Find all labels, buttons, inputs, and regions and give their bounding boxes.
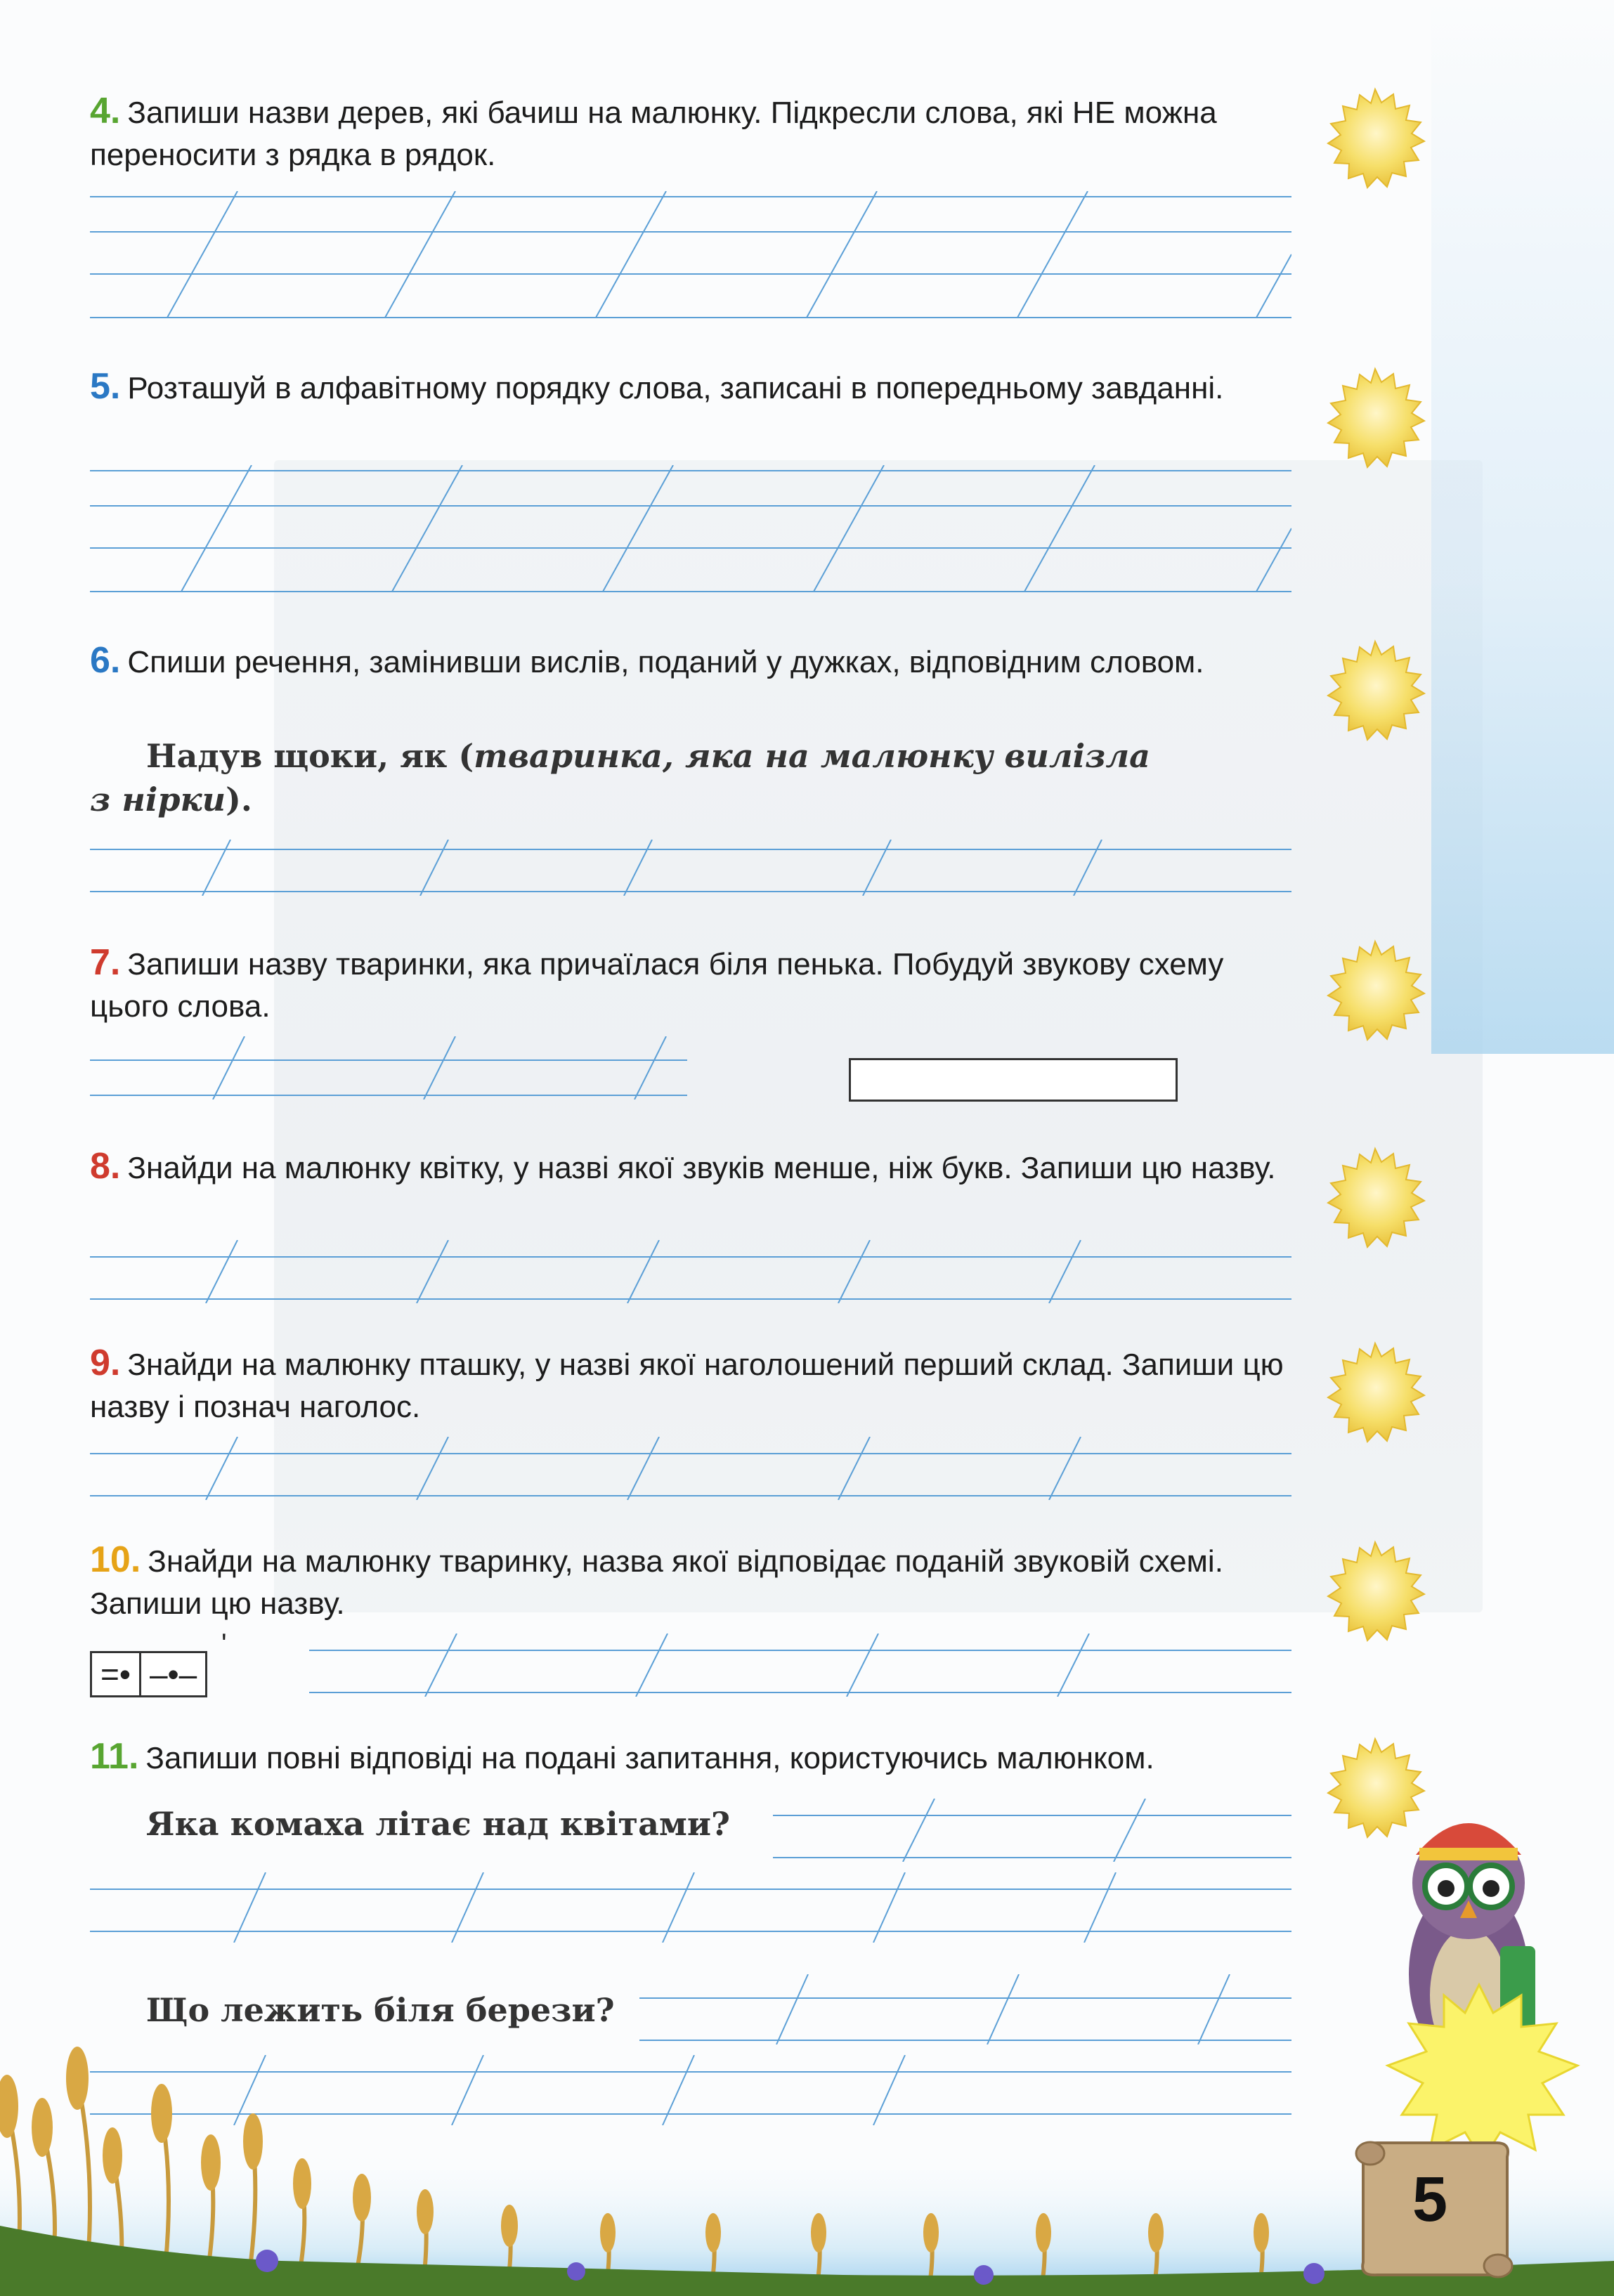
task-number: 7. [90, 942, 121, 983]
task-number: 10. [90, 1539, 141, 1580]
task-text: Запиши повні відповіді на подані запитання, користуючись малюнком. [145, 1741, 1154, 1775]
task-number: 11. [90, 1736, 139, 1777]
sound-scheme-box[interactable] [849, 1058, 1178, 1102]
task-text: Знайди на малюнку пташку, у назві якої наголошений перший склад. Запиши цю назву і познач наголос. [90, 1348, 1284, 1424]
task-11 [90, 1735, 1291, 1780]
writing-lines-task-4[interactable] [90, 191, 1291, 325]
task-5 [90, 365, 1291, 410]
sun-icon [1322, 638, 1428, 743]
question-2: Що лежить біля берези? [146, 1991, 615, 2029]
task-text: Знайди на малюнку тваринку, назва якої відповідає поданій звуковій схемі. Запиши цю назву. [90, 1544, 1223, 1621]
sun-icon [1322, 86, 1428, 191]
sun-icon [1322, 1340, 1428, 1445]
writing-lines-q1-inline[interactable] [773, 1799, 1293, 1862]
writing-lines-task-5[interactable] [90, 465, 1291, 599]
sun-icon [1322, 938, 1428, 1043]
writing-lines-task-9[interactable] [90, 1437, 1291, 1500]
task-8 [90, 1145, 1291, 1189]
task-number: 8. [90, 1146, 121, 1187]
stress-mark: ʹ [221, 1629, 227, 1659]
task-text: Запиши назви дерев, які бачиш на малюнку. Підкресли слова, які НЕ можна переносити з рядка в рядок. [90, 96, 1217, 172]
page-number: 5 [1412, 2165, 1448, 2235]
sun-icon [1322, 365, 1428, 471]
scheme-cell: =• [92, 1653, 141, 1695]
task-6 [90, 639, 1291, 684]
task-text: Знайди на малюнку квітку, у назві якої звуків менше, ніж букв. Запиши цю назву. [127, 1151, 1276, 1185]
task-text: Розташуй в алфавітному порядку слова, записані в попередньому завданні. [127, 371, 1224, 405]
task-6-sentence: Надув щоки, як (тваринка, яка на малюнку вилізла з нірки). [90, 737, 1150, 818]
writing-lines-task-6[interactable] [90, 840, 1291, 896]
sky-gradient [1431, 0, 1614, 1054]
task-number: 5. [90, 366, 121, 407]
writing-lines-task-10[interactable] [309, 1633, 1293, 1697]
sun-icon [1322, 1539, 1428, 1644]
task-10 [90, 1539, 1291, 1625]
task-9 [90, 1342, 1291, 1428]
task-text: Запиши назву тваринки, яка причаїлася біля пенька. Побудуй звукову схему цього слова. [90, 947, 1224, 1024]
task-text: Спиши речення, замінивши вислів, поданий у дужках, відповідним словом. [127, 645, 1204, 679]
task-number: 6. [90, 640, 121, 681]
sound-scheme [90, 1651, 207, 1697]
writing-lines-task-8[interactable] [90, 1240, 1291, 1303]
task-number: 4. [90, 91, 121, 131]
task-number: 9. [90, 1343, 121, 1383]
task-7 [90, 941, 1291, 1028]
scheme-cell: –•– [149, 1656, 197, 1692]
sun-icon [1322, 1145, 1428, 1251]
question-1: Яка комаха літає над квітами? [146, 1805, 730, 1843]
task-4 [90, 90, 1291, 176]
writing-lines-task-7[interactable] [90, 1036, 694, 1100]
